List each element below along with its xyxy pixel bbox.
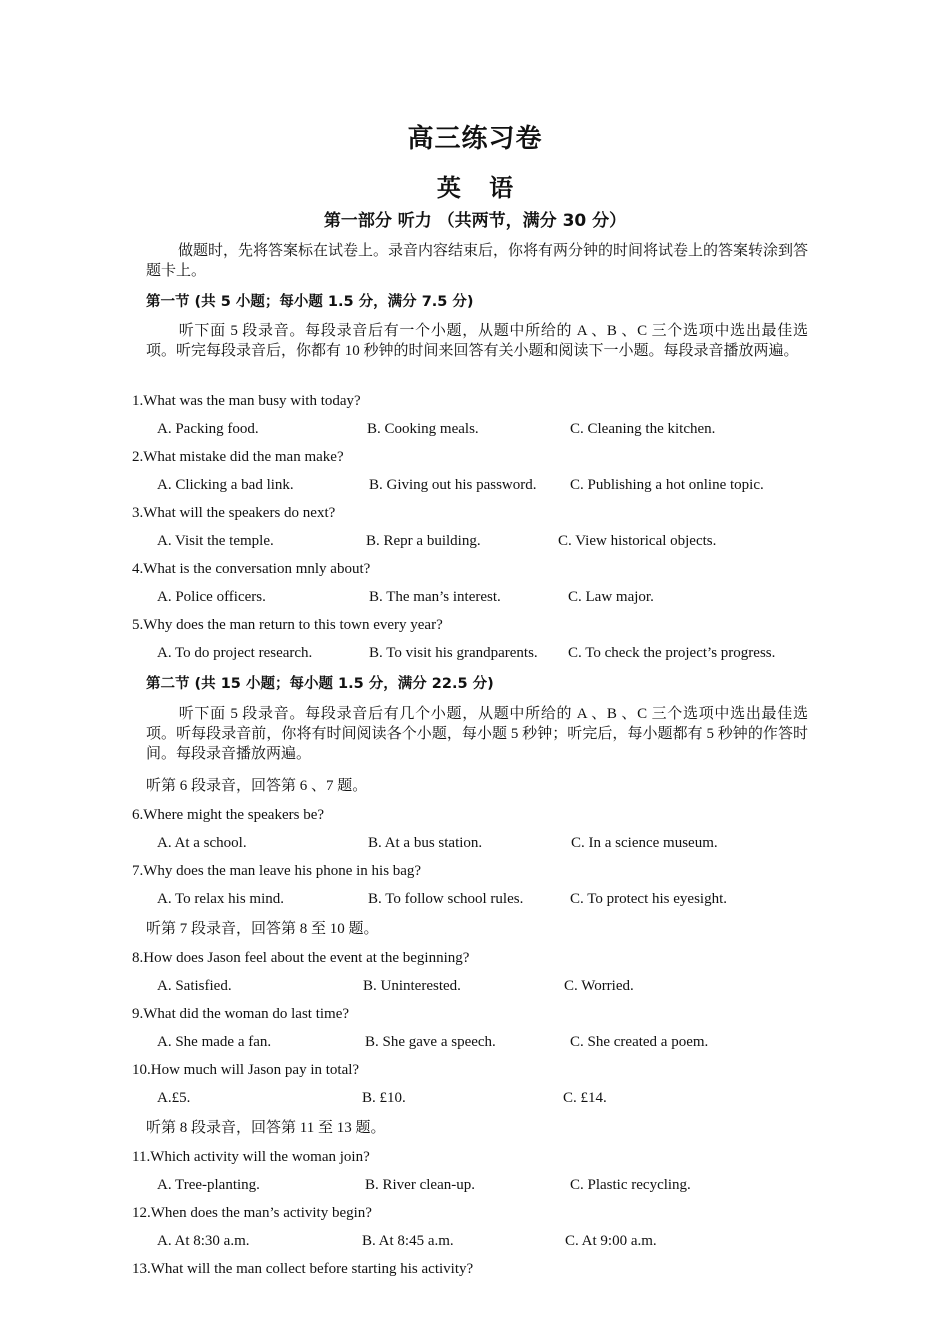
subject-title: 英 语 xyxy=(436,174,514,202)
q5-option-b: B. To visit his grandparents. xyxy=(369,645,538,661)
q7-option-b: B. To follow school rules. xyxy=(368,891,524,907)
q7-option-a: A. To relax his mind. xyxy=(157,891,284,907)
question-6: 6.Where might the speakers be? xyxy=(132,807,325,823)
question-5: 5.Why does the man return to this town every year? xyxy=(132,617,443,633)
note-recording-7: 听第 7 段录音，回答第 8 至 10 题。 xyxy=(146,921,379,937)
note-recording-6: 听第 6 段录音，回答第 6 、7 题。 xyxy=(146,778,368,794)
q12-option-b: B. At 8:45 a.m. xyxy=(362,1233,454,1249)
question-1: 1.What was the man busy with today? xyxy=(132,393,361,409)
q10-option-a: A.£5. xyxy=(157,1090,191,1106)
question-9: 9.What did the woman do last time? xyxy=(132,1006,350,1022)
q5-option-a: A. To do project research. xyxy=(157,645,313,661)
question-4: 4.What is the conversation mnly about? xyxy=(132,561,371,577)
q10-option-b: B. £10. xyxy=(362,1090,406,1106)
question-3: 3.What will the speakers do next? xyxy=(132,505,336,521)
q11-option-b: B. River clean-up. xyxy=(365,1177,475,1193)
question-13: 13.What will the man collect before starting his activity? xyxy=(132,1261,474,1277)
q9-option-a: A. She made a fan. xyxy=(157,1034,272,1050)
question-2: 2.What mistake did the man make? xyxy=(132,449,344,465)
q5-option-c: C. To check the project’s progress. xyxy=(568,645,776,661)
part1-heading: 第一部分 听力 （共两节，满分 30 分） xyxy=(323,211,627,231)
q8-option-a: A. Satisfied. xyxy=(157,978,232,994)
q11-option-c: C. Plastic recycling. xyxy=(570,1177,691,1193)
q3-option-c: C. View historical objects. xyxy=(558,533,717,549)
q7-option-c: C. To protect his eyesight. xyxy=(570,891,727,907)
q4-option-b: B. The man’s interest. xyxy=(369,589,501,605)
question-7: 7.Why does the man leave his phone in his bag? xyxy=(132,863,422,879)
q9-option-b: B. She gave a speech. xyxy=(365,1034,496,1050)
q2-option-b: B. Giving out his password. xyxy=(369,477,537,493)
question-8: 8.How does Jason feel about the event at the beginning? xyxy=(132,950,470,966)
exam-title: 高三练习卷 xyxy=(407,124,543,154)
q2-option-c: C. Publishing a hot online topic. xyxy=(570,477,764,493)
question-11: 11.Which activity will the woman join? xyxy=(132,1149,370,1165)
instructions-text: 做题时，先将答案标在试卷上。录音内容结束后，你将有两分钟的时间将试卷上的答案转涂到答题卡上。 xyxy=(146,243,809,279)
section1-directions xyxy=(146,321,808,361)
q9-option-c: C. She created a poem. xyxy=(570,1034,709,1050)
section2-heading: 第二节 (共 15 小题；每小题 1.5 分，满分 22.5 分) xyxy=(146,676,494,692)
q6-option-a: A. At a school. xyxy=(157,835,247,851)
q4-option-c: C. Law major. xyxy=(568,589,654,605)
q2-option-a: A. Clicking a bad link. xyxy=(157,477,294,493)
section1-heading: 第一节 (共 5 小题；每小题 1.5 分，满分 7.5 分) xyxy=(146,294,474,310)
question-12: 12.When does the man’s activity begin? xyxy=(132,1205,372,1221)
question-10: 10.How much will Jason pay in total? xyxy=(132,1062,360,1078)
q3-option-b: B. Repr a building. xyxy=(366,533,481,549)
q12-option-a: A. At 8:30 a.m. xyxy=(157,1233,250,1249)
instructions xyxy=(146,241,808,281)
section2-directions xyxy=(146,704,808,764)
q1-option-c: C. Cleaning the kitchen. xyxy=(570,421,716,437)
q8-option-c: C. Worried. xyxy=(564,978,634,994)
q11-option-a: A. Tree-planting. xyxy=(157,1177,260,1193)
section2-directions-text: 听下面 5 段录音。每段录音后有几个小题，从题中所给的 A 、B 、C 三个选项中选出最佳选项。听每段录音前，你将有时间阅读各个小题，每小题 5 秒钟；听完后，每小题都有 5 秒钟的作答时间。每段录音播放两遍。 xyxy=(146,706,808,762)
q8-option-b: B. Uninterested. xyxy=(363,978,461,994)
q10-option-c: C. £14. xyxy=(563,1090,607,1106)
q6-option-c: C. In a science museum. xyxy=(571,835,718,851)
section1-directions-text: 听下面 5 段录音。每段录音后有一个小题，从题中所给的 A 、B 、C 三个选项中选出最佳选项。听完每段录音后，你都有 10 秒钟的时间来回答有关小题和阅读下一小题。每段录音播放两遍。 xyxy=(146,323,808,359)
q1-option-a: A. Packing food. xyxy=(157,421,259,437)
note-recording-8: 听第 8 段录音，回答第 11 至 13 题。 xyxy=(146,1120,386,1136)
q3-option-a: A. Visit the temple. xyxy=(157,533,274,549)
q4-option-a: A. Police officers. xyxy=(157,589,266,605)
q12-option-c: C. At 9:00 a.m. xyxy=(565,1233,657,1249)
q6-option-b: B. At a bus station. xyxy=(368,835,483,851)
q1-option-b: B. Cooking meals. xyxy=(367,421,479,437)
